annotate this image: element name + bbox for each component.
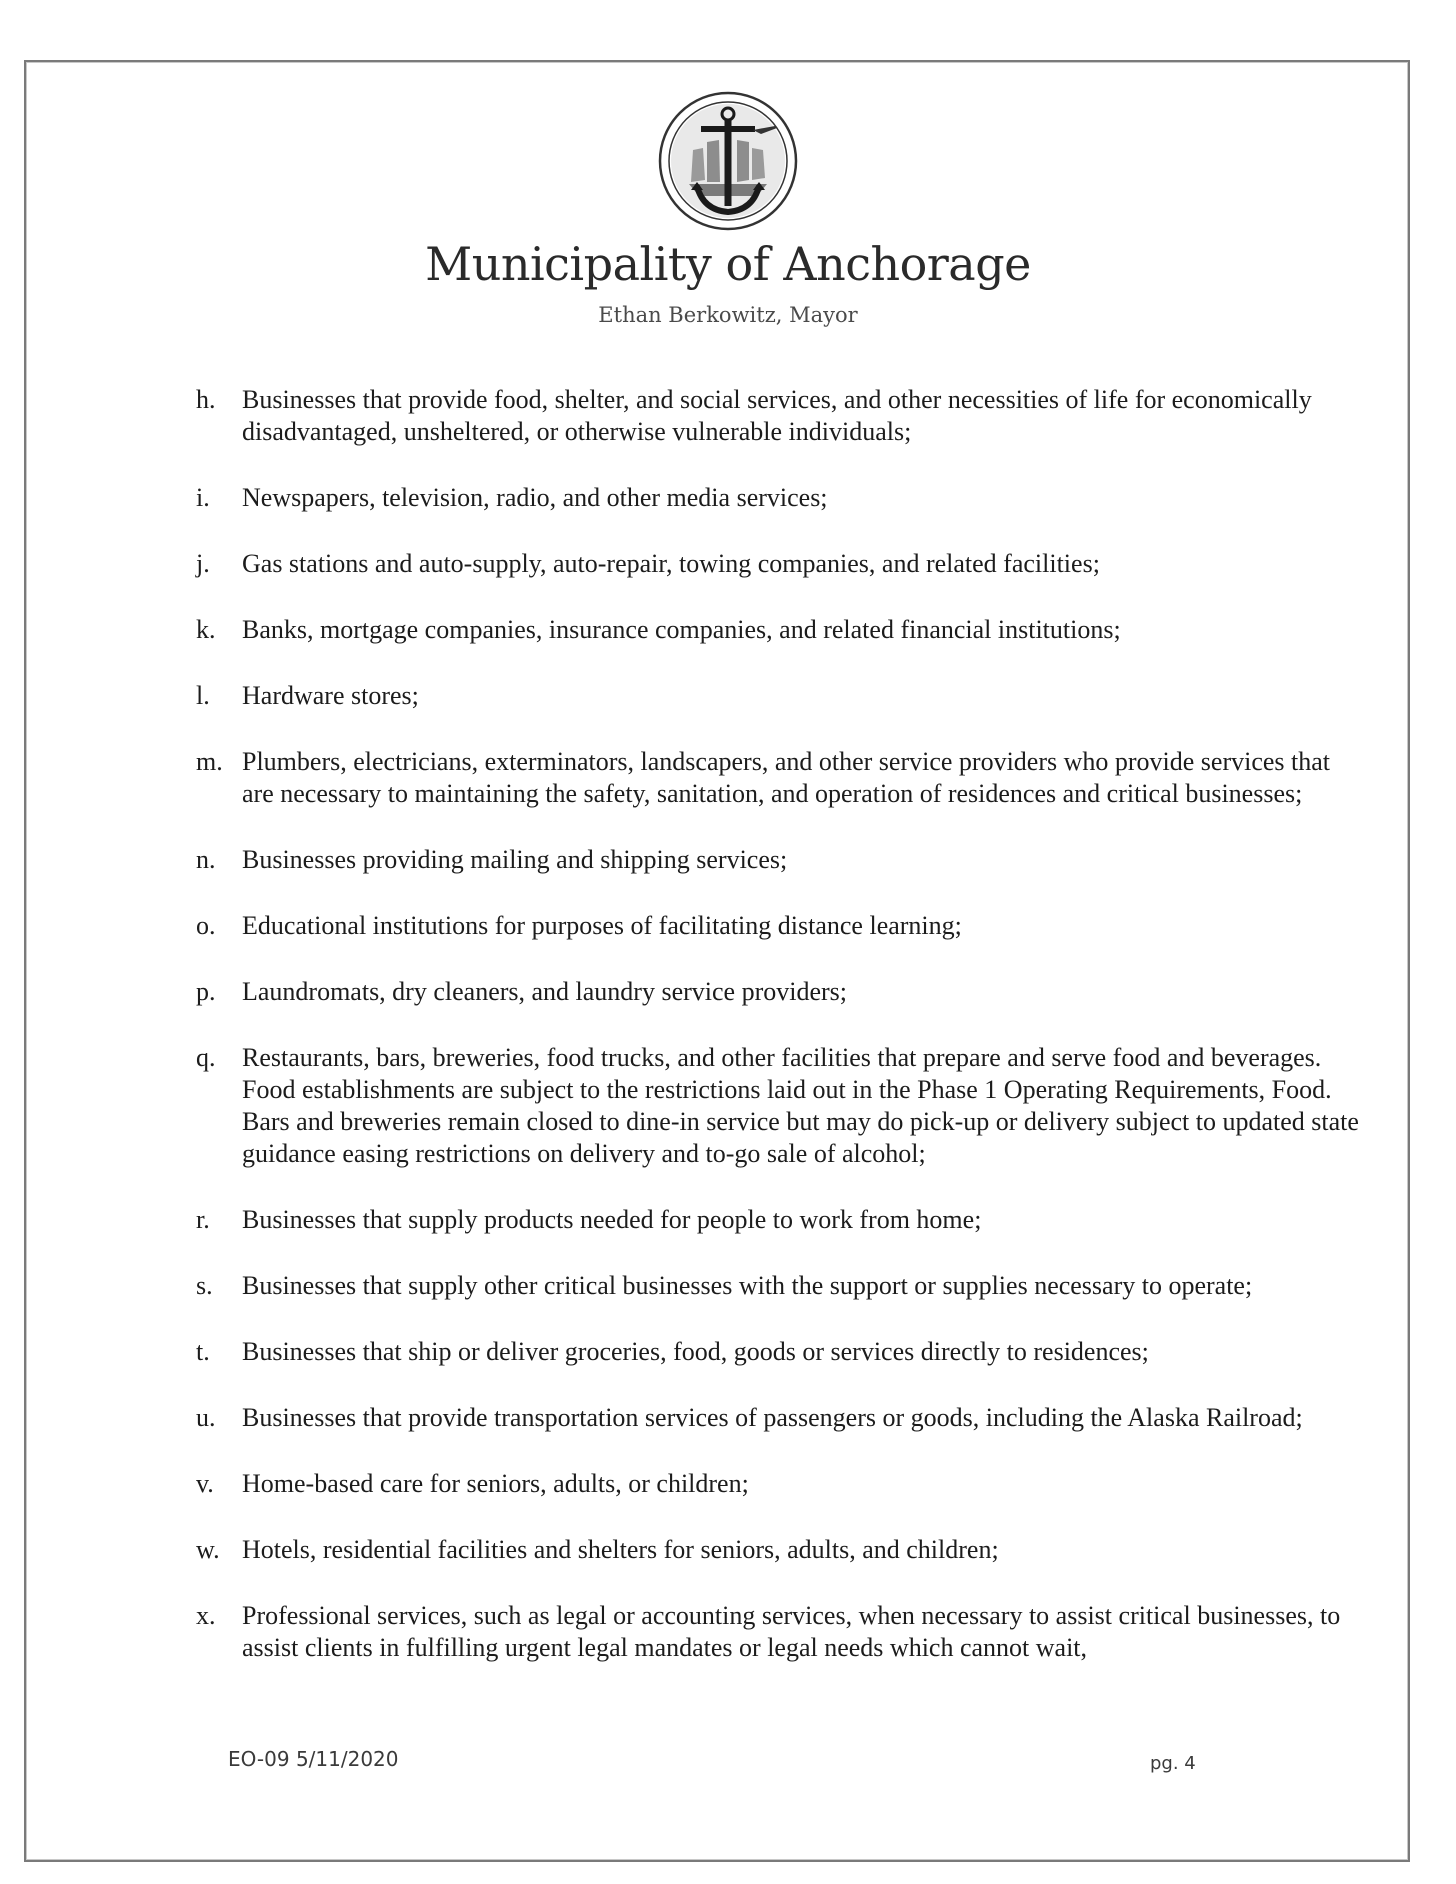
item-letter: m. (196, 747, 223, 776)
item-letter: s. (196, 1271, 213, 1300)
item-text: Laundromats, dry cleaners, and laundry service providers; (242, 977, 848, 1006)
item-text: Restaurants, bars, breweries, food trucks, and other facilities that prepare and serve food and beverages. Food establishments are subject to the restrictions laid out in the Phase 1 Operating Requirements, Food. Bars and breweries remain closed to dine-in service but may do pick-up or delivery subject to updated state guidance easing restrictions on delivery and to-go sale of alcohol; (242, 1043, 1359, 1168)
list-item-v (196, 1468, 1366, 1500)
item-letter: p. (196, 977, 216, 1006)
item-letter: r. (196, 1205, 210, 1234)
item-text: Newspapers, television, radio, and other media services; (242, 483, 828, 512)
list-item-t (196, 1336, 1366, 1368)
mayor-name: Ethan Berkowitz, Mayor (598, 303, 858, 327)
item-text: Educational institutions for purposes of facilitating distance learning; (242, 911, 962, 940)
item-letter: q. (196, 1043, 216, 1072)
list-item-i (196, 482, 1366, 514)
list-item-j (196, 548, 1366, 580)
list-item-w (196, 1534, 1366, 1566)
list-item-m (196, 746, 1366, 810)
item-letter: o. (196, 911, 216, 940)
item-letter: n. (196, 845, 216, 874)
item-letter: u. (196, 1403, 216, 1432)
list-item-k (196, 614, 1366, 646)
item-letter: h. (196, 385, 216, 414)
item-text: Businesses providing mailing and shipping services; (242, 845, 788, 874)
item-letter: i. (196, 483, 210, 512)
list-item-o (196, 910, 1366, 942)
list-item-l (196, 680, 1366, 712)
list-item-u (196, 1402, 1366, 1434)
item-text: Hardware stores; (242, 681, 419, 710)
anchorage-seal-icon (657, 90, 799, 232)
letterhead (0, 90, 1456, 328)
page-number: pg. 4 (1150, 1753, 1196, 1774)
list-item-s (196, 1270, 1366, 1302)
item-text: Hotels, residential facilities and shelters for seniors, adults, and children; (242, 1535, 999, 1564)
item-text: Businesses that provide food, shelter, and social services, and other necessities of life for economically disadvantaged, unsheltered, or otherwise vulnerable individuals; (242, 385, 1312, 446)
item-text: Professional services, such as legal or accounting services, when necessary to assist critical businesses, to assist clients in fulfilling urgent legal mandates or legal needs which cannot wait, (242, 1601, 1341, 1662)
item-letter: w. (196, 1535, 220, 1564)
item-letter: v. (196, 1469, 214, 1498)
item-letter: k. (196, 615, 216, 644)
list-item-h (196, 384, 1366, 448)
item-text: Banks, mortgage companies, insurance companies, and related financial institutions; (242, 615, 1121, 644)
list-item-x (196, 1600, 1366, 1664)
item-text: Businesses that provide transportation services of passengers or goods, including the Alaska Railroad; (242, 1403, 1303, 1432)
item-letter: t. (196, 1337, 210, 1366)
municipality-title: Municipality of Anchorage (425, 237, 1031, 291)
document-code: EO-09 5/11/2020 (228, 1747, 399, 1771)
critical-business-list (196, 384, 1366, 1698)
item-text: Businesses that supply other critical businesses with the support or supplies necessary to operate; (242, 1271, 1253, 1300)
item-letter: x. (196, 1601, 216, 1630)
item-letter: j. (196, 549, 210, 578)
item-text: Gas stations and auto-supply, auto-repair, towing companies, and related facilities; (242, 549, 1100, 578)
list-item-p (196, 976, 1366, 1008)
item-text: Plumbers, electricians, exterminators, landscapers, and other service providers who provide services that are necessary to maintaining the safety, sanitation, and operation of residences and critical businesses; (242, 747, 1331, 808)
item-text: Businesses that ship or deliver groceries, food, goods or services directly to residences; (242, 1337, 1149, 1366)
list-item-r (196, 1204, 1366, 1236)
list-item-n (196, 844, 1366, 876)
item-text: Home-based care for seniors, adults, or children; (242, 1469, 749, 1498)
list-item-q (196, 1042, 1366, 1170)
item-text: Businesses that supply products needed for people to work from home; (242, 1205, 982, 1234)
item-letter: l. (196, 681, 210, 710)
